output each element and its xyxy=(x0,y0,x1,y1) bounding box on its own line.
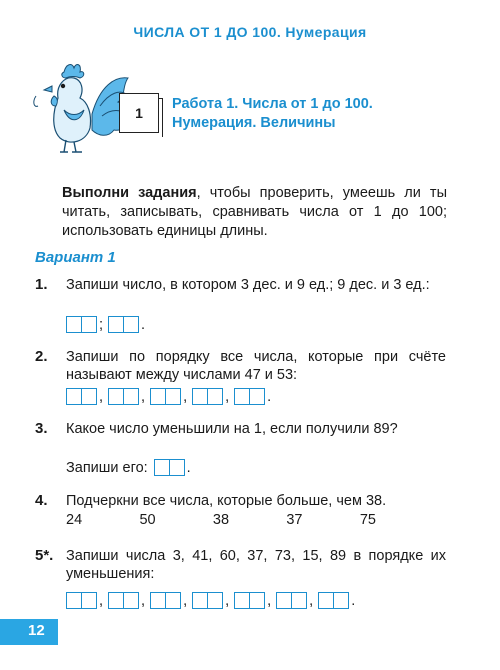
task-3-text: Какое число уменьшили на 1, если получили 89? xyxy=(66,421,398,437)
task-1-text: Запиши число, в котором 3 дес. и 9 ед.; 9 дес. и 3 ед.: xyxy=(66,277,430,293)
intro-bold: Выполни задания xyxy=(62,185,197,201)
answer-cell[interactable] xyxy=(234,388,265,405)
work-title-line1: Работа 1. Числа от 1 до 100. xyxy=(172,96,373,112)
task-4-numbers xyxy=(66,512,376,528)
task-4-number: 4. xyxy=(35,492,48,509)
number-item[interactable]: 38 xyxy=(212,512,230,528)
answer-cell[interactable] xyxy=(150,592,181,609)
task-3-sub: Запиши его: xyxy=(66,460,148,476)
answer-cell[interactable] xyxy=(108,316,139,333)
number-item[interactable]: 24 xyxy=(66,512,83,528)
task-4-text: Подчеркни все числа, которые больше, чем 38. xyxy=(66,493,387,509)
task-2-text: Запиши по порядку все числа, которые при счёте называют между числами 47 и 53: xyxy=(66,349,446,383)
variant-heading: Вариант 1 xyxy=(35,249,116,266)
task-3-number: 3. xyxy=(35,420,48,437)
page-header: ЧИСЛА ОТ 1 ДО 100. Нумерация xyxy=(133,24,367,40)
answer-cell[interactable] xyxy=(276,592,307,609)
task-2-answer: , , , , . xyxy=(66,388,276,405)
answer-cell[interactable] xyxy=(192,388,223,405)
answer-cell[interactable] xyxy=(66,316,97,333)
work-title-line2: Нумерация. Величины xyxy=(172,115,336,131)
work-number-box: 1 xyxy=(119,93,159,133)
number-item[interactable]: 75 xyxy=(359,512,376,528)
answer-cell[interactable] xyxy=(108,592,139,609)
answer-cell[interactable] xyxy=(234,592,265,609)
task-5-answer: , , , , , , . xyxy=(66,592,360,609)
answer-cell[interactable] xyxy=(318,592,349,609)
number-item[interactable]: 37 xyxy=(286,512,303,528)
task-3-answer: Запиши его: . xyxy=(66,460,191,476)
answer-cell[interactable] xyxy=(154,459,185,476)
answer-cell[interactable] xyxy=(150,388,181,405)
task-1-number: 1. xyxy=(35,276,48,293)
page-number: 12 xyxy=(28,622,45,639)
task-1-answer: ; . xyxy=(66,316,150,333)
answer-cell[interactable] xyxy=(192,592,223,609)
task-2-number: 2. xyxy=(35,348,48,365)
answer-cell[interactable] xyxy=(108,388,139,405)
intro-text xyxy=(62,184,447,241)
work-title xyxy=(172,95,373,133)
answer-cell[interactable] xyxy=(66,388,97,405)
number-item[interactable]: 50 xyxy=(139,512,156,528)
task-5-text: Запиши числа 3, 41, 60, 37, 73, 15, 89 в порядке их уменьшения: xyxy=(66,548,446,582)
answer-cell[interactable] xyxy=(66,592,97,609)
intro-rest: , чтобы проверить, умеешь ли ты читать, записывать, сравнивать числа от 1 до 100; использовать единицы длины. xyxy=(62,185,447,239)
task-5-number: 5*. xyxy=(35,547,54,564)
